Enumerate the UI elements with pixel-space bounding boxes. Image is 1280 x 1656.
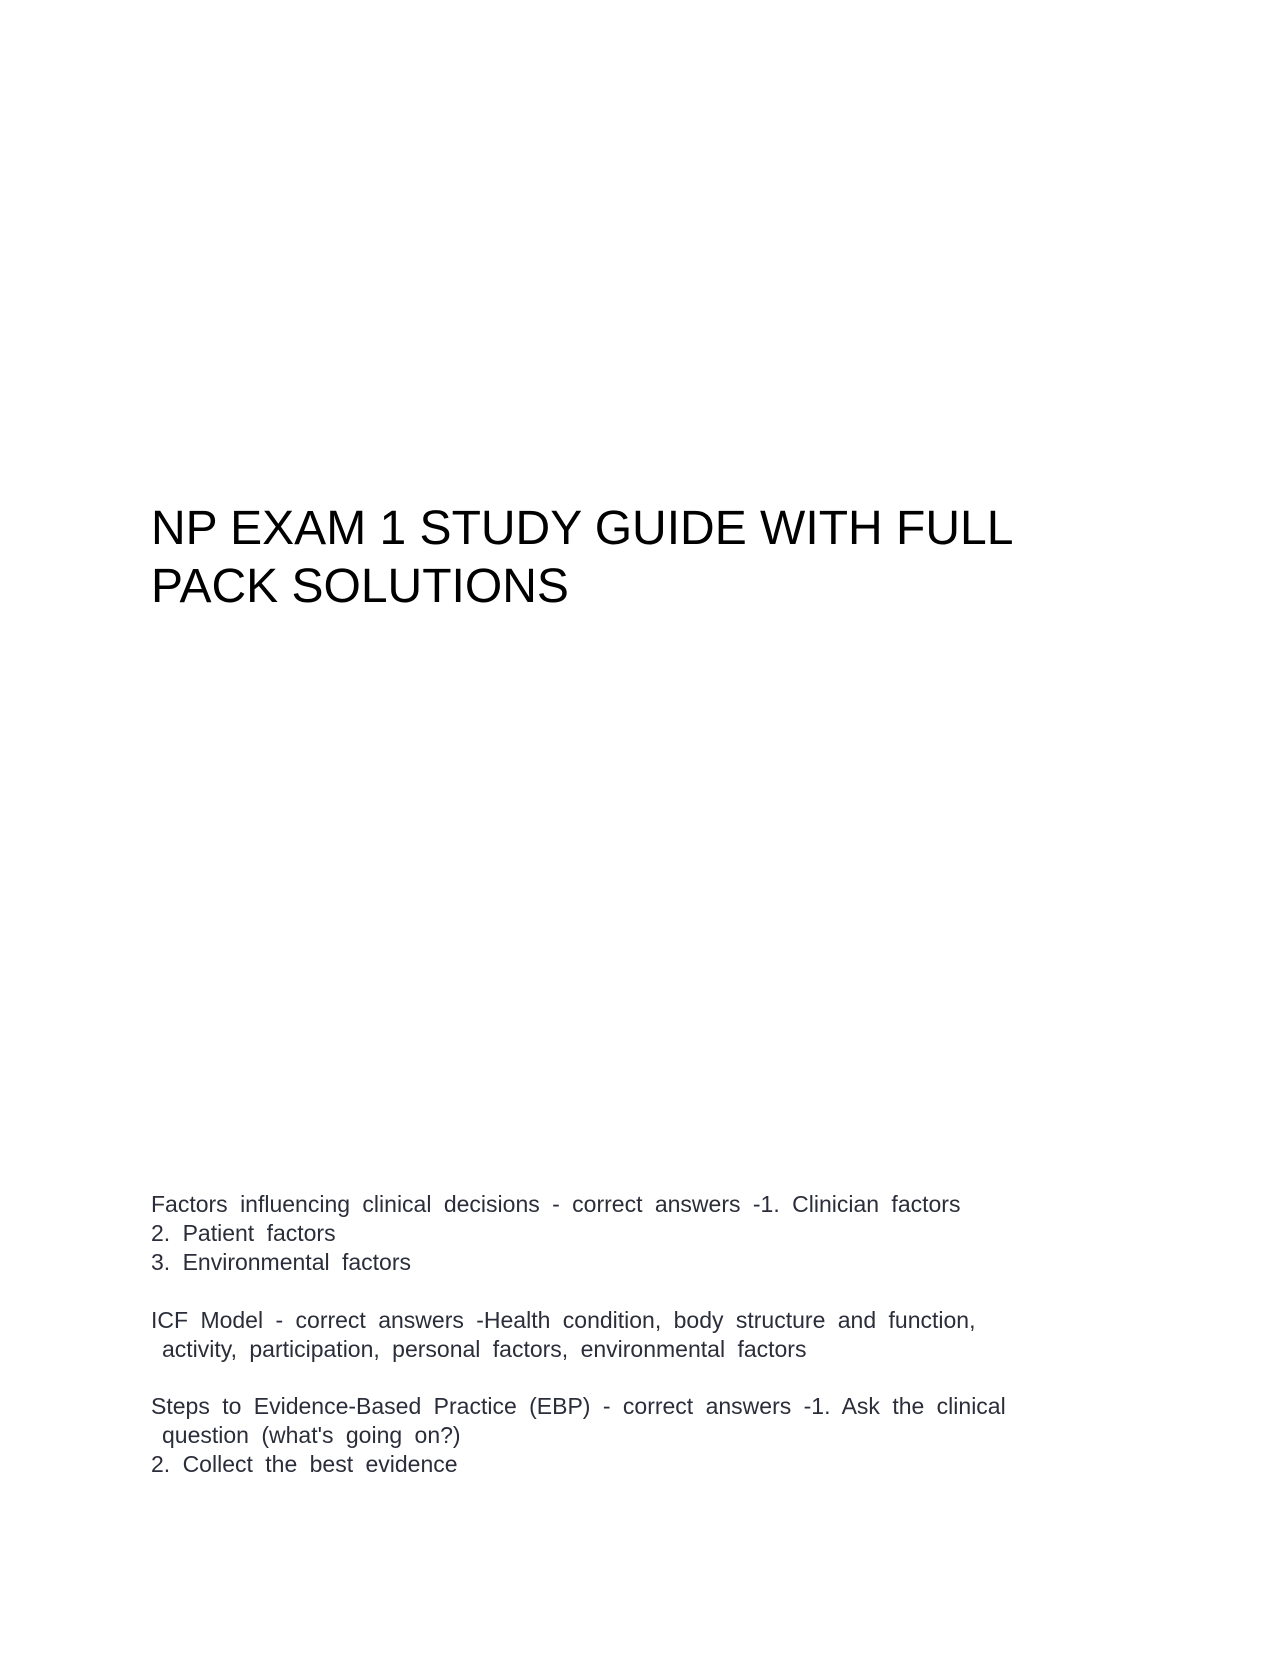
page-title [151,500,1111,616]
qa-entry-clinical-decisions [151,1190,1111,1277]
qa-answer-line: 3. Environmental factors [151,1249,412,1275]
title-line: NP EXAM 1 STUDY GUIDE WITH FULL [151,502,1014,555]
qa-question-line: Factors influencing clinical decisions - correct answers -1. Clinician factors [151,1191,961,1217]
qa-entry-ebp-steps [151,1392,1111,1479]
qa-answer-line: question (what's going on?) [162,1422,461,1448]
qa-answer-line: activity, participation, personal factors, environmental factors [162,1336,807,1362]
qa-entry-icf-model [151,1306,1111,1364]
qa-question-line: Steps to Evidence-Based Practice (EBP) - correct answers -1. Ask the clinical [151,1393,1006,1419]
qa-answer-line: 2. Collect the best evidence [151,1451,458,1477]
qa-answer-line: 2. Patient factors [151,1220,336,1246]
qa-question-line: ICF Model - correct answers -Health condition, body structure and function, [151,1307,976,1333]
title-line: PACK SOLUTIONS [151,560,569,613]
